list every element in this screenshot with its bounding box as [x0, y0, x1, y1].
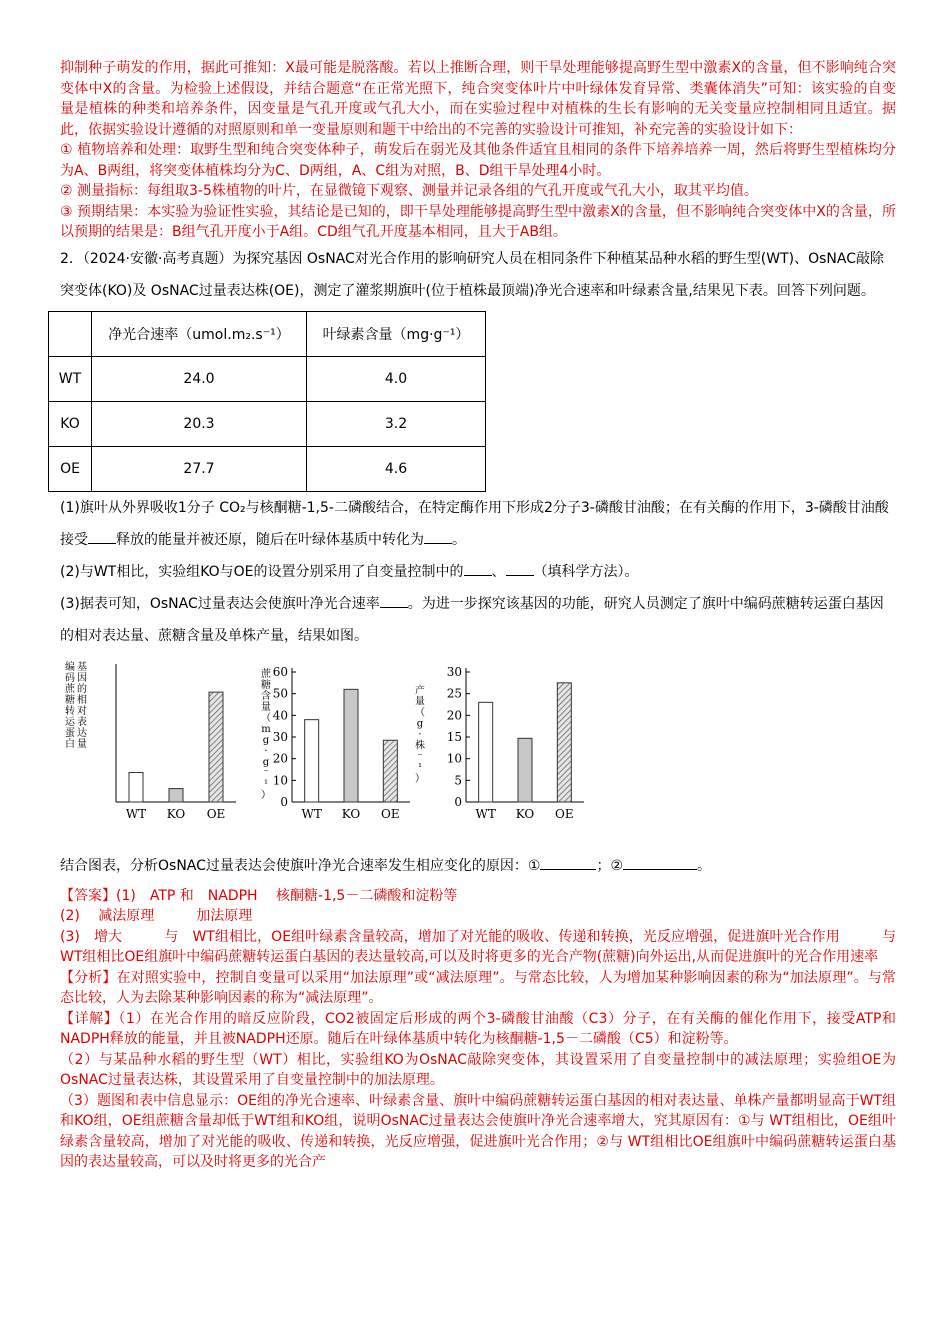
table-cell: 20.3: [92, 401, 307, 446]
y-axis-label-char: g: [262, 734, 270, 746]
analysis-text: 【分析】在对照实验中，控制自变量可以采用“加法原理”或“减法原理”。与常态比较，人为增加某种影响因素的称为“加法原理”。与常态比较，人为去除某种影响因素的称为“减法原理”。: [60, 969, 896, 1006]
document-page: [58, 58, 910, 1173]
y-tick-label: 10: [272, 772, 288, 787]
y-axis-label-char: 株: [415, 740, 425, 751]
y-tick-label: 0: [454, 794, 462, 809]
bar-wt: [305, 719, 319, 801]
table-row: [49, 356, 486, 401]
y-axis-label-char: ⁻: [417, 751, 423, 762]
y-tick-label: 60: [272, 664, 288, 679]
y-axis-label-char: 对: [77, 705, 87, 717]
answer-blank[interactable]: [88, 529, 116, 544]
answer-line-2: (2) 减法原理 加法原理: [60, 908, 253, 924]
answer-block: [60, 886, 910, 1173]
question-3: [60, 588, 896, 652]
detail-part-2: （2）与某品种水稻的野生型（WT）相比，实验组KO为OsNAC敲除突变体，其设置采用了自变量控制中的减法原理；实验组OE为 OsNAC过量表达株，其设置采用了自变量控制中的加法原理。: [60, 1051, 896, 1088]
y-tick-label: 50: [272, 686, 288, 701]
table-header-cell: 叶绿素含量（mg·g⁻¹）: [307, 311, 486, 356]
y-axis-label-char: 糖: [65, 694, 75, 706]
question-3-end-a: 结合图表，分析OsNAC过量表达会使旗叶净光合速率发生相应变化的原因：①: [60, 857, 541, 874]
table-header-row: [49, 311, 486, 356]
question-3-text-b: 。为进一步探究该基因的功能，研究人员测定了旗叶中编码蔗糖转运蛋白基因的相对表达量、蔗糖含量及单株产量，结果如图。: [60, 595, 884, 644]
question-1-text-a: (1)旗叶从外界吸收1分子 CO₂与核酮糖-1,5-二磷酸结合，在特定酶作用下形成2分子3-磷酸甘油酸；在有关酶的作用下，3-磷酸甘油酸接受: [60, 499, 889, 548]
y-axis-label-char: m: [261, 723, 271, 735]
bar-oe: [209, 692, 223, 802]
y-axis-label-char: 基: [77, 661, 87, 673]
y-tick-label: 5: [454, 772, 462, 787]
question-1-text-b: 释放的能量并被还原，随后在叶绿体基质中转化为: [116, 531, 424, 548]
answer-paragraph: 抑制种子萌发的作用，据此可推知：X最可能是脱落酸。若以上推断合理，则干旱处理能够提高野生型中激素X的含量，但不影响纯合突变体中X的含量。为检验上述假设，并结合题意“在正常光照下，纯合突变体叶片中叶绿体发育异常、类囊体消失”可知：该实验的自变量是植株的种类和培养条件，因变量是气孔开度或气孔大小，而在实验过程中对植株的生长有影响的无关变量应控制相同且适宜。据此，依据实验设计遵循的对照原则和单一变量原则和题干中给出的不完善的实验设计可推知，补充完善的实验设计如下：: [60, 60, 896, 138]
answer-step-1: ① 植物培养和处理：取野生型和纯合突变体种子，萌发后在弱光及其他条件适宜且相同的条件下培养培养一周，然后将野生型植株均分为A、B两组，将突变体植株均分为C、D两组，A、C组为对照，B、D组干旱处理4小时。: [60, 142, 896, 179]
x-category-label: KO: [166, 806, 186, 821]
y-axis-label-char: ·: [264, 745, 268, 757]
answer-blank[interactable]: [380, 593, 408, 608]
table-cell: WT: [49, 356, 92, 401]
x-category-label: OE: [555, 806, 574, 821]
question-1-text-c: 。: [452, 531, 466, 548]
y-axis-label-char: ）: [261, 789, 271, 801]
question-3-end-b: ；②: [596, 857, 624, 874]
bar-oe: [383, 740, 397, 802]
answer-line-1: 【答案】(1) ATP 和 NADPH 核酮糖-1,5－二磷酸和淀粉等: [60, 887, 458, 904]
table-row: [49, 401, 486, 446]
y-axis-label-char: 白: [65, 738, 75, 750]
y-axis-label-char: g: [416, 718, 424, 729]
y-axis-label-char: 表: [77, 716, 87, 728]
question-2: [60, 556, 896, 588]
table-cell: OE: [49, 446, 92, 491]
y-axis-label-char: ¹: [417, 762, 423, 773]
question-3-text-a: (3)据表可知，OsNAC过量表达会使旗叶净光合速率: [60, 595, 380, 612]
y-tick-label: 15: [446, 729, 462, 744]
question-2-text-b: 、: [491, 563, 506, 580]
y-axis-label-char: 产: [415, 685, 425, 696]
answer-blank[interactable]: [623, 855, 697, 870]
answer-blank[interactable]: [506, 561, 534, 576]
bar-wt: [479, 702, 493, 802]
results-table: [48, 311, 486, 492]
y-axis-label-char: 因: [77, 672, 87, 684]
y-axis-label-char: 码: [65, 672, 75, 684]
figure-charts: [60, 660, 896, 850]
y-axis-label-char: 编: [65, 661, 75, 673]
y-axis-label-char: 相: [77, 694, 87, 706]
y-tick-label: 25: [446, 686, 462, 701]
question-2-text-c: （填科学方法）。: [533, 563, 639, 580]
table-cell: KO: [49, 401, 92, 446]
bar-wt: [129, 772, 143, 801]
bar-ko: [169, 788, 183, 801]
bar-oe: [557, 682, 571, 801]
x-category-label: OE: [206, 806, 226, 821]
table-cell: 24.0: [92, 356, 307, 401]
y-axis-label-char: （: [415, 707, 425, 718]
bar-ko: [344, 689, 358, 802]
y-axis-label-char: ⁻: [263, 767, 269, 779]
y-axis-label-char: ·: [418, 729, 422, 740]
y-tick-label: 20: [446, 707, 462, 722]
y-axis-label-char: 蔗: [65, 683, 75, 695]
table-cell: 4.0: [307, 356, 486, 401]
x-category-label: WT: [475, 806, 496, 821]
y-axis-label-char: ）: [415, 773, 425, 784]
question-intro: 2．（2024·安徽·高考真题）为探究基因 OsNAC对光合作用的影响研究人员在相同条件下种植某品种水稻的野生型(WT)、OsNAC敲除突变体(KO)及 OsNAC过量表达株(OE)，测定了灌浆期旗叶(位于植株最顶端)净光合速率和叶绿素含量,结果见下表。回答下列问题。: [60, 250, 884, 299]
table-cell: 3.2: [307, 401, 486, 446]
y-axis-label-char: 含: [261, 690, 271, 702]
chart-yield: [400, 660, 590, 844]
previous-answer-block: [60, 58, 896, 243]
table-cell: 4.6: [307, 446, 486, 491]
table-row: [49, 446, 486, 491]
detail-part-1: 【详解】（1）在光合作用的暗反应阶段，CO2被固定后形成的两个3-磷酸甘油酸（C3）分子，在有关酶的催化作用下，接受ATP和NADPH释放的能量，并且被NADPH还原。随后在叶绿体基质中转化为核酮糖-1,5－二磷酸（C5）和淀粉等。: [60, 1010, 896, 1047]
x-category-label: KO: [341, 806, 361, 821]
question-3-end-c: 。: [697, 857, 712, 874]
y-axis-label-char: 量: [261, 701, 271, 713]
bar-chart-expression: [64, 660, 254, 840]
answer-step-2: ② 测量指标：每组取3-5株植物的叶片，在显微镜下观察、测量并记录各组的气孔开度或气孔大小，取其平均值。: [60, 183, 758, 199]
table-header-cell: [49, 311, 92, 356]
y-axis-label-char: 的: [77, 683, 87, 695]
y-axis-label-char: ¹: [263, 778, 269, 790]
answer-step-3: ③ 预期结果：本实验为验证性实验，其结论是已知的，即干旱处理能够提高野生型中激素X的含量，但不影响纯合突变体中X的含量，所以预期的结果是：B组气孔开度小于A组。CD组气孔开度基本相同，且大于AB组。: [60, 203, 896, 240]
answer-blank[interactable]: [540, 855, 596, 870]
x-category-label: WT: [125, 806, 147, 821]
question-3-end: [60, 850, 896, 882]
bar-chart-yield: [400, 660, 590, 840]
y-axis-label-char: 量: [77, 738, 87, 750]
chart-expression: [64, 660, 254, 844]
y-axis-label-char: 达: [77, 727, 87, 739]
y-axis-label-char: 运: [65, 716, 75, 728]
y-axis-label-char: 量: [415, 696, 425, 707]
y-axis-label-char: （: [261, 712, 271, 724]
bar-ko: [518, 738, 532, 802]
y-tick-label: 30: [446, 664, 462, 679]
x-category-label: KO: [515, 806, 535, 821]
y-tick-label: 20: [272, 751, 288, 766]
table-cell: 27.7: [92, 446, 307, 491]
x-category-label: WT: [301, 806, 322, 821]
y-tick-label: 10: [446, 751, 462, 766]
y-tick-label: 30: [272, 729, 288, 744]
answer-line-3: (3) 增大 与 WT组相比，OE组叶绿素含量较高，增加了对光能的吸收、传递和转换，光反应增强，促进旗叶光合作用 与 WT组相比OE组旗叶中编码蔗糖转运蛋白基因的表达量较高,可以及时将更多的光合产物(蔗糖)向外运出,从而促进旗叶的光合作用速率: [60, 928, 910, 965]
y-axis-label-char: 糖: [261, 679, 271, 691]
answer-blank[interactable]: [424, 529, 452, 544]
y-axis-label-char: g: [262, 756, 270, 768]
y-tick-label: 0: [280, 794, 288, 809]
y-axis-label-char: 蛋: [65, 727, 75, 739]
table-header-cell: 净光合速率（umol.m₂.s⁻¹）: [92, 311, 307, 356]
y-axis-label-char: 转: [65, 705, 75, 717]
answer-blank[interactable]: [464, 561, 492, 576]
y-axis-label-char: 蔗: [261, 668, 271, 680]
detail-part-3: （3）题图和表中信息显示：OE组的净光合速率、叶绿素含量、旗叶中编码蔗糖转运蛋白基因的相对表达量、单株产量都明显高于WT组和KO组，OE组蔗糖含量却低于WT组和KO组，说明OsNAC过量表达会使旗叶净光合速率增大，究其原因有：①与 WT组相比，OE组叶绿素含量较高，增加了对光能的吸收、传递和转换，光反应增强，促进旗叶光合作用；②与 WT组相比OE组旗叶中编码蔗糖转运蛋白基因的表达量较高，可以及时将更多的光合产: [60, 1092, 896, 1170]
y-tick-label: 40: [272, 707, 288, 722]
question-1: [60, 492, 896, 556]
question-2-text-a: (2)与WT相比，实验组KO与OE的设置分别采用了自变量控制中的: [60, 563, 464, 580]
x-category-label: OE: [381, 806, 400, 821]
